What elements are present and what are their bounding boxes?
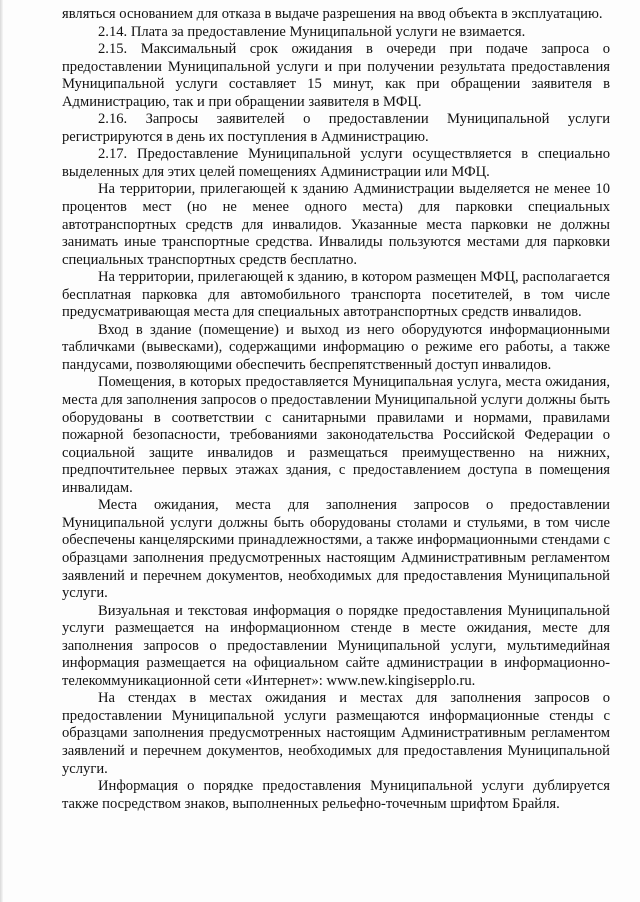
paragraph-2-14-fee: 2.14. Плата за предоставление Муниципальной услуги не взимается.: [98, 23, 526, 40]
paragraph-parking-mfc: На территории, прилегающей к зданию, в котором размещен МФЦ, располагается бесплатная парковка для автомобильного транспорта посетителей, в том числе предусматривающая места для специальных автотранспортных средств инвалидов.: [62, 269, 610, 321]
paragraph-waiting-places: Места ожидания, места для заполнения запросов о предоставлении Муниципальной услуги должны быть оборудованы столами и стульями, в том числе обеспечены канцелярскими принадлежностями, а также информационными стендами с образцами заполнения предусмотренных настоящим Административным регламентом заявлений и перечнем документов, необходимых для предоставления Муниципальной услуги.: [62, 497, 610, 602]
page-edge-shadow: [0, 0, 3, 902]
paragraph-parking-administration: На территории, прилегающей к зданию Администрации выделяется не менее 10 процентов мест (но не менее одного места) для парковки специальных автотранспортных средств для инвалидов. Указанные места парковки не должны занимать иные транспортные средства. Инвалиды пользуются местами для парковки специальных транспортных средств бесплатно.: [62, 181, 610, 268]
paragraph-visual-information: Визуальная и текстовая информация о порядке предоставления Муниципальной услуги размещается на информационном стенде в месте ожидания, месте для заполнения запросов о предоставлении Муниципальной услуги, мультимедийная информация размещается на официальном сайте администрации в информационно-телекоммуникационной сети «Интернет»: www.new.kingisepplo.ru.: [62, 602, 610, 689]
paragraph-information-stands: На стендах в местах ожидания и местах для заполнения запросов о предоставлении Муниципальной услуги размещаются информационные стенды с образцами заполнения предусмотренных настоящим Административным регламентом заявлений и перечнем документов, необходимых для предоставления Муниципальной услуги.: [62, 690, 610, 777]
paragraph-premises-requirements: Помещения, в которых предоставляется Муниципальная услуга, места ожидания, места для заполнения запросов о предоставлении Муниципальной услуги должны быть оборудованы в соответствии с санитарными правилами и нормами, правилами пожарной безопасности, требованиями законодательства Российской Федерации о социальной защите инвалидов и размещаться преимущественно на нижних, предпочтительнее первых этажах здания, с предоставлением доступа в помещения инвалидам.: [62, 374, 610, 496]
paragraph-2-16-registration: 2.16. Запросы заявителей о предоставлении Муниципальной услуги регистрируются в день их поступления в Администрацию.: [62, 111, 610, 145]
paragraph-2-17-premises: 2.17. Предоставление Муниципальной услуги осуществляется в специально выделенных для этих целей помещениях Администрации или МФЦ.: [62, 146, 610, 180]
paragraph-2-15-waiting-time: 2.15. Максимальный срок ожидания в очереди при подаче запроса о предоставлении Муниципальной услуги и при получении результата предоставления Муниципальной услуги составляет 15 минут, как при обращении заявителя в Администрацию, так и при обращении заявителя в МФЦ.: [62, 41, 610, 110]
document-body: [62, 6, 610, 813]
paragraph-entrance: Вход в здание (помещение) и выход из него оборудуются информационными табличками (вывесками), содержащими информацию о режиме его работы, а также пандусами, позволяющими обеспечить беспрепятственный доступ инвалидов.: [62, 321, 610, 373]
paragraph-braille: Информация о порядке предоставления Муниципальной услуги дублируется также посредством знаков, выполненных рельефно-точечным шрифтом Брайля.: [62, 778, 610, 812]
paragraph-continuation: являться основанием для отказа в выдаче разрешения на ввод объекта в эксплуатацию.: [62, 6, 603, 22]
